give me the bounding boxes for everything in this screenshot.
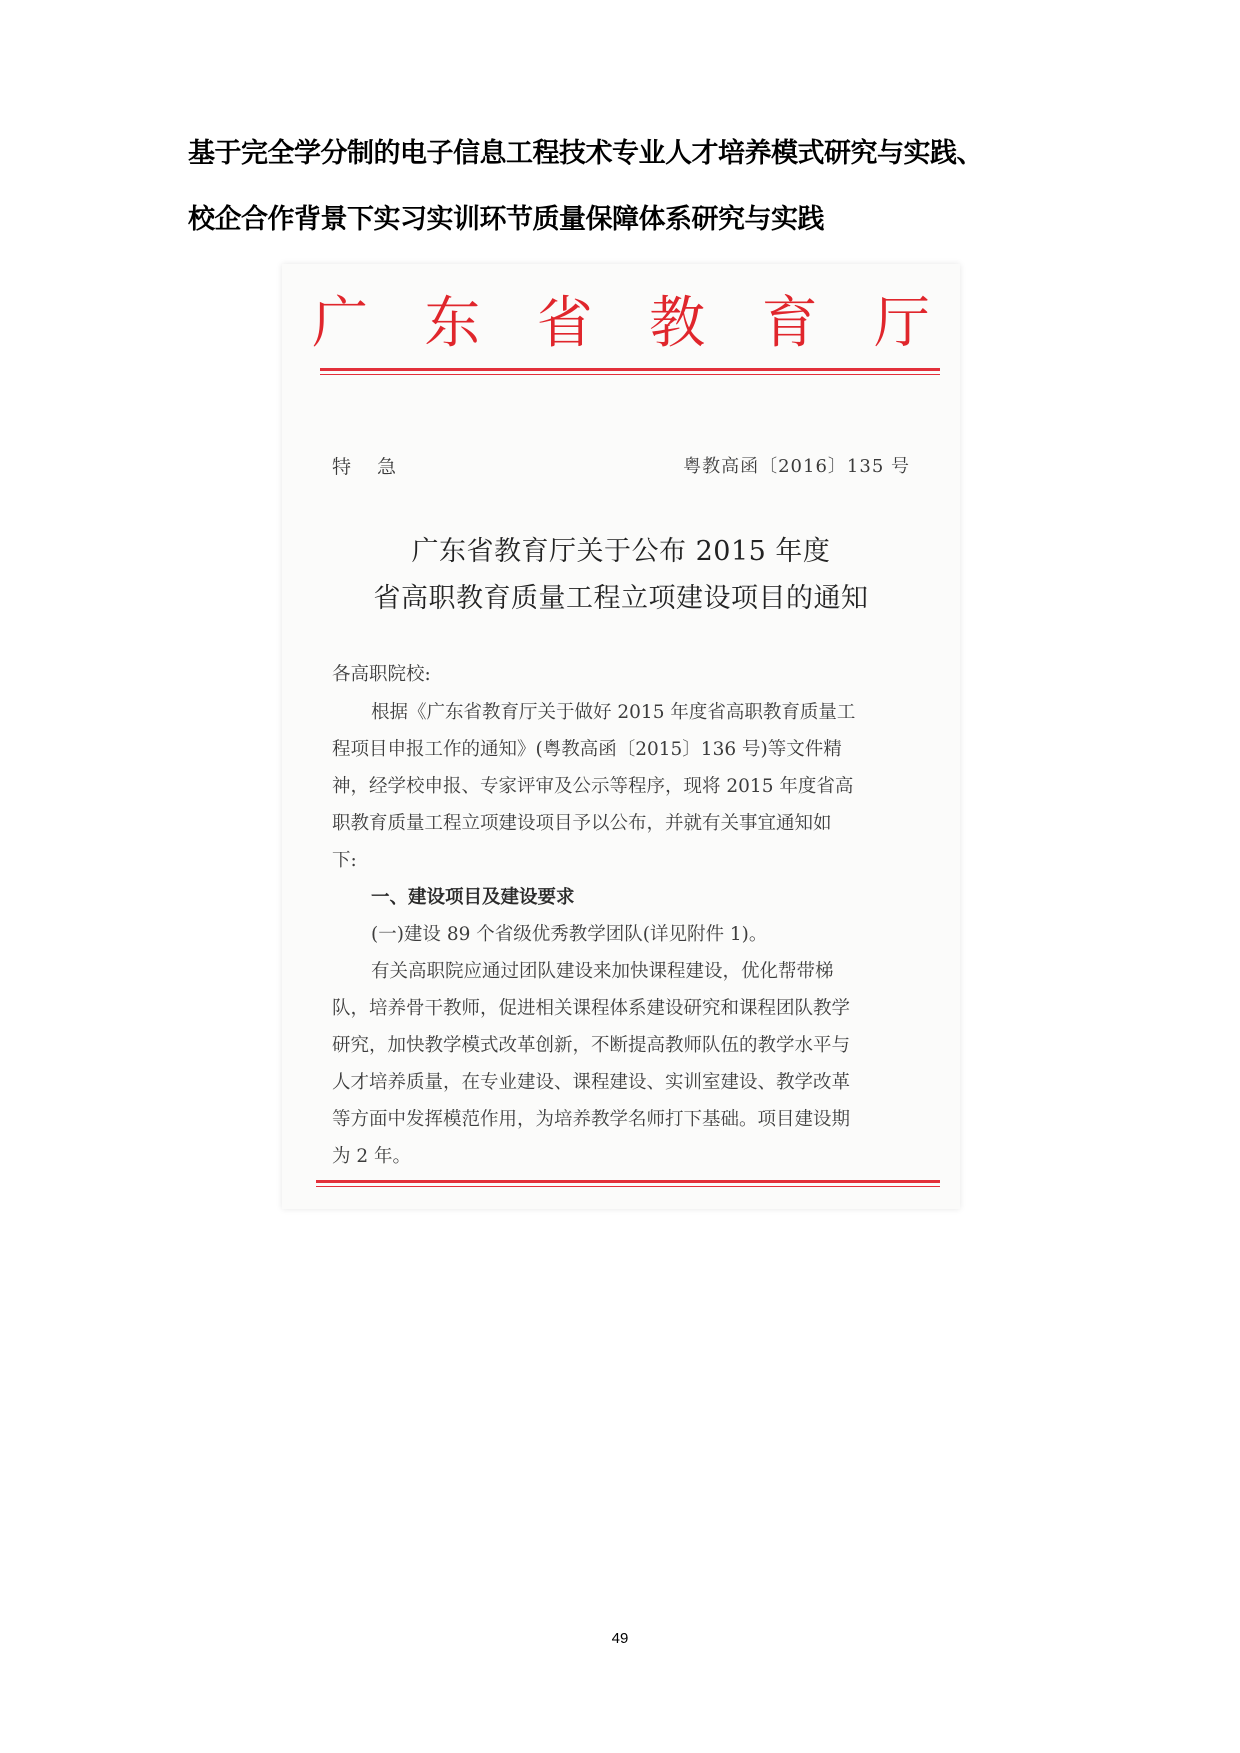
paragraph-1 [332,694,912,879]
letterhead [312,291,930,356]
letterhead-rule-thick [320,368,940,371]
scanned-notice-image [282,264,960,1209]
salutation [332,656,912,693]
letterhead-rule-thin [320,374,940,375]
paragraph-line: 职教育质量工程立项建设项目予以公布，并就有关事宜通知如 [332,813,832,834]
letterhead-char: 厅 [873,291,930,356]
letterhead-char: 省 [536,291,593,356]
urgency-label: 特 急 [332,456,407,478]
letterhead-char: 育 [761,291,818,356]
letterhead-char: 广 [312,291,368,356]
section-heading: 一、建设项目及建设要求 [371,887,575,908]
paragraph-line: 下: [332,850,357,871]
page-number: 49 [611,1630,629,1647]
page-heading-line-2: 校企合作背景下实习实训环节质量保障体系研究与实践 [188,204,824,235]
notice-title-line-2: 省高职教育质量工程立项建设项目的通知 [373,583,869,614]
paragraph-line: 有关高职院应通过团队建设来加快课程建设，优化帮带梯 [371,961,834,982]
notice-title-line-1: 广东省教育厅关于公布 2015 年度 [411,536,831,567]
paragraph-line: 程项目申报工作的通知》(粤教高函〔2015〕136 号)等文件精 [332,739,842,760]
paragraph-line: 研究，加快教学模式改革创新，不断提高教师队伍的教学水平与 [332,1035,851,1056]
paragraph-line: 等方面中发挥模范作用，为培养教学名师打下基础。项目建设期 [332,1109,851,1130]
letterhead-char: 东 [424,291,481,356]
footer-rule-thick [316,1180,940,1183]
list-item: (一)建设 89 个省级优秀教学团队(详见附件 1)。 [371,924,768,945]
salutation-text: 各高职院校: [332,664,431,685]
paragraph-line: 为 2 年。 [332,1146,412,1167]
footer-rule-thin [316,1186,940,1187]
page-heading-line-1: 基于完全学分制的电子信息工程技术专业人才培养模式研究与实践、 [188,138,983,169]
paragraph-line: 队，培养骨干教师，促进相关课程体系建设研究和课程团队教学 [332,998,851,1019]
paragraph-line: 根据《广东省教育厅关于做好 2015 年度省高职教育质量工 [371,702,856,723]
paragraph-line: 人才培养质量，在专业建设、课程建设、实训室建设、教学改革 [332,1072,851,1093]
letterhead-char: 教 [649,291,706,356]
section-1 [332,879,912,1175]
paragraph-line: 神，经学校申报、专家评审及公示等程序，现将 2015 年度省高 [332,776,854,797]
document-number: 粤教高函〔2016〕135 号 [683,456,910,477]
